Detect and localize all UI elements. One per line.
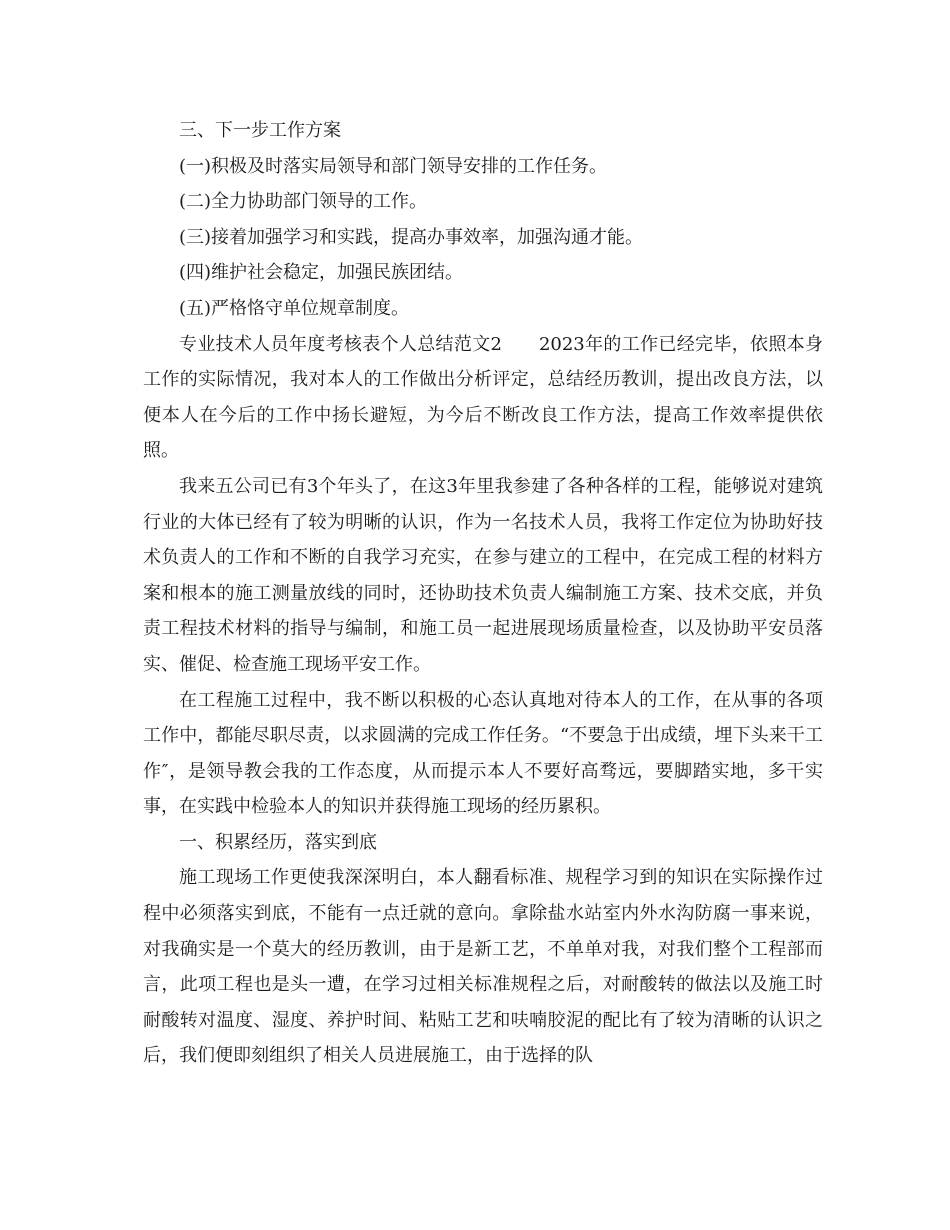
paragraph-summary-intro: 专业技术人员年度考核表个人总结范文2 2023年的工作已经完毕，依照本身工作的实际情况，我对本人的工作做出分析评定，总结经历教训，提出改良方法，以便本人在今后的工作中扬长避短，为今后不断改良工作方法，提高工作效率提供依照。 (143, 333, 823, 462)
paragraph-work-experience: 我来五公司已有3个年头了，在这3年里我参建了各种各样的工程，能够说对建筑行业的大体已经有了较为明晰的认识，作为一名技术人员，我将工作定位为协助好技术负责人的工作和不断的自我学习充实，在参与建立的工程中，在完成工程的材料方案和根本的施工测量放线的同时，还协助技术负责人编制施工方案、技术交底，并负责工程技术材料的指导与编制，和施工员一起进展现场质量检查，以及协助平安员落实、催促、检查施工现场平安工作。 (143, 475, 823, 675)
list-item-4: (四)维护社会稳定，加强民族团结。 (179, 262, 464, 284)
list-item-1: (一)积极及时落实局领导和部门领导安排的工作任务。 (179, 155, 608, 177)
list-item-2: (二)全力协助部门领导的工作。 (179, 191, 428, 213)
list-item-5: (五)严格恪守单位规章制度。 (179, 297, 410, 319)
list-item-3: (三)接着加强学习和实践，提高办事效率，加强沟通才能。 (179, 226, 644, 248)
paragraph-site-work: 施工现场工作更使我深深明白，本人翻看标准、规程学习到的知识在实际操作过程中必须落实到底，不能有一点迁就的意向。拿除盐水站室内外水沟防腐一事来说，对我确实是一个莫大的经历教训，由于是新工艺，不单单对我，对我们整个工程部而言，此项工程也是头一遭，在学习过相关标准规程之后，对耐酸转的做法以及施工时耐酸转对温度、湿度、养护时间、粘贴工艺和呋喃胶泥的配比有了较为清晰的认识之后，我们便即刻组织了相关人员进展施工，由于选择的队 (143, 867, 823, 1067)
section-heading-accumulate-experience: 一、积累经历，落实到底 (179, 831, 377, 853)
section-heading-next-steps: 三、下一步工作方案 (179, 120, 341, 141)
document-body (143, 113, 823, 1074)
paragraph-work-attitude: 在工程施工过程中，我不断以积极的心态认真地对待本人的工作，在从事的各项工作中，都能尽职尽责，以求圆满的完成工作任务。“不要急于出成绩，埋下头来干工作″，是领导教会我的工作态度，从而提示本人不要好高骛远，要脚踏实地，多干实事，在实践中检验本人的知识并获得施工现场的经历累积。 (143, 689, 823, 818)
